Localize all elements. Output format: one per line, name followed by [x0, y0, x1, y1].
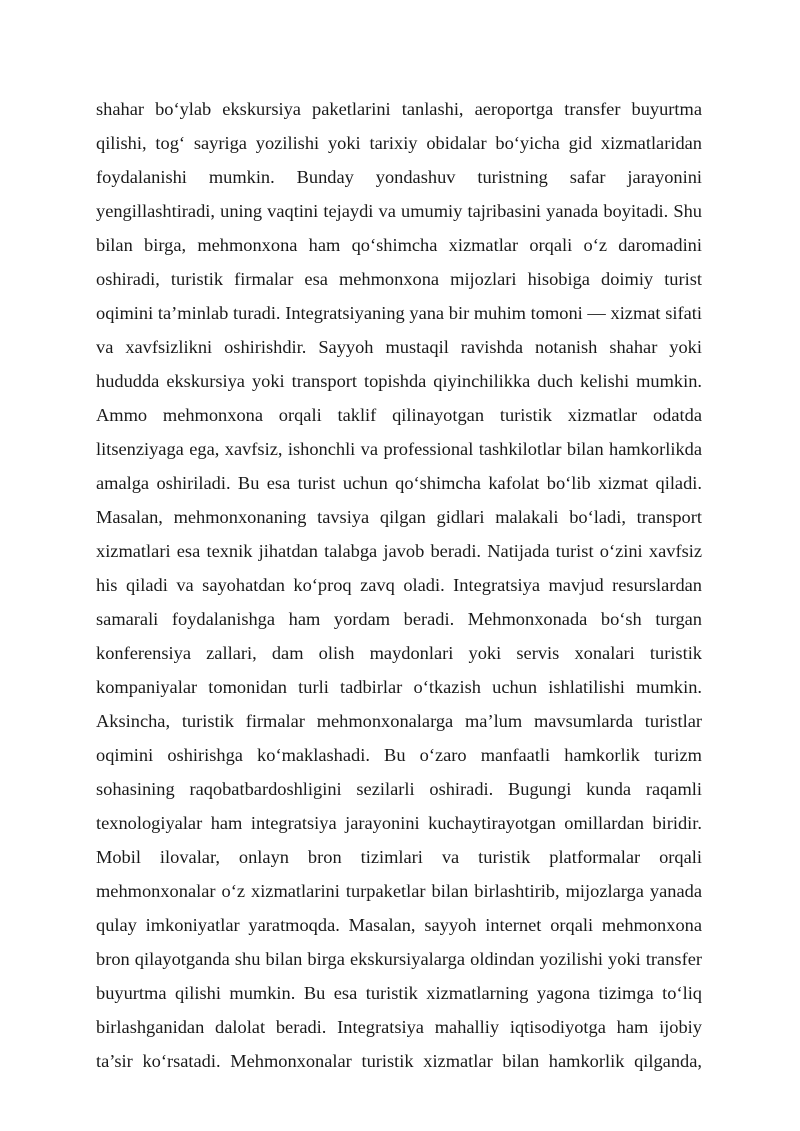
- body-text: [96, 92, 702, 1078]
- text-line: sohasining raqobatbardoshligini sezilarli oshiradi. Bugungi kunda raqamli: [96, 779, 702, 799]
- text-line: va xavfsizlikni oshirishdir. Sayyoh mustaqil ravishda notanish shahar yoki: [96, 337, 702, 357]
- text-line: shahar bo‘ylab ekskursiya paketlarini tanlashi, aeroportga transfer buyurtma: [96, 99, 702, 119]
- text-line: foydalanishi mumkin. Bunday yondashuv turistning safar jarayonini: [96, 167, 702, 187]
- text-line: kompaniyalar tomonidan turli tadbirlar o‘tkazish uchun ishlatilishi mumkin.: [96, 677, 702, 697]
- text-line: amalga oshiriladi. Bu esa turist uchun qo‘shimcha kafolat bo‘lib xizmat qiladi.: [96, 473, 702, 493]
- text-line: bilan birga, mehmonxona ham qo‘shimcha xizmatlar orqali o‘z daromadini: [96, 235, 702, 255]
- text-line: qulay imkoniyatlar yaratmoqda. Masalan, sayyoh internet orqali mehmonxona: [96, 915, 702, 935]
- text-line: oqimini oshirishga ko‘maklashadi. Bu o‘zaro manfaatli hamkorlik turizm: [96, 745, 702, 765]
- text-line: qilishi, tog‘ sayriga yozilishi yoki tarixiy obidalar bo‘yicha gid xizmatlaridan: [96, 133, 702, 153]
- text-line: his qiladi va sayohatdan ko‘proq zavq oladi. Integratsiya mavjud resurslardan: [96, 575, 702, 595]
- text-line: hududda ekskursiya yoki transport topishda qiyinchilikka duch kelishi mumkin.: [96, 371, 702, 391]
- text-line: litsenziyaga ega, xavfsiz, ishonchli va professional tashkilotlar bilan hamkorlikda: [96, 439, 702, 459]
- text-line: Masalan, mehmonxonaning tavsiya qilgan gidlari malakali bo‘ladi, transport: [96, 507, 702, 527]
- text-line: Ammo mehmonxona orqali taklif qilinayotgan turistik xizmatlar odatda: [96, 405, 702, 425]
- text-line: oshiradi, turistik firmalar esa mehmonxona mijozlari hisobiga doimiy turist: [96, 269, 702, 289]
- text-line: buyurtma qilishi mumkin. Bu esa turistik xizmatlarning yagona tizimga to‘liq: [96, 983, 702, 1003]
- text-line: xizmatlari esa texnik jihatdan talabga javob beradi. Natijada turist o‘zini xavfsiz: [96, 541, 702, 561]
- text-line: mehmonxonalar o‘z xizmatlarini turpaketlar bilan birlashtirib, mijozlarga yanada: [96, 881, 702, 901]
- text-line: texnologiyalar ham integratsiya jarayonini kuchaytirayotgan omillardan biridir.: [96, 813, 702, 833]
- text-line: bron qilayotganda shu bilan birga ekskursiyalarga oldindan yozilishi yoki transfer: [96, 949, 702, 969]
- text-line: ta’sir ko‘rsatadi. Mehmonxonalar turistik xizmatlar bilan hamkorlik qilganda,: [96, 1051, 702, 1071]
- text-line: yengillashtiradi, uning vaqtini tejaydi va umumiy tajribasini yanada boyitadi. Shu: [96, 201, 702, 221]
- text-line: birlashganidan dalolat beradi. Integratsiya mahalliy iqtisodiyotga ham ijobiy: [96, 1017, 702, 1037]
- text-line: oqimini ta’minlab turadi. Integratsiyaning yana bir muhim tomoni — xizmat sifati: [96, 303, 702, 323]
- text-line: konferensiya zallari, dam olish maydonlari yoki servis xonalari turistik: [96, 643, 702, 663]
- text-line: Mobil ilovalar, onlayn bron tizimlari va turistik platformalar orqali: [96, 847, 702, 867]
- text-line: Aksincha, turistik firmalar mehmonxonalarga ma’lum mavsumlarda turistlar: [96, 711, 702, 731]
- text-line: samarali foydalanishga ham yordam beradi. Mehmonxonada bo‘sh turgan: [96, 609, 702, 629]
